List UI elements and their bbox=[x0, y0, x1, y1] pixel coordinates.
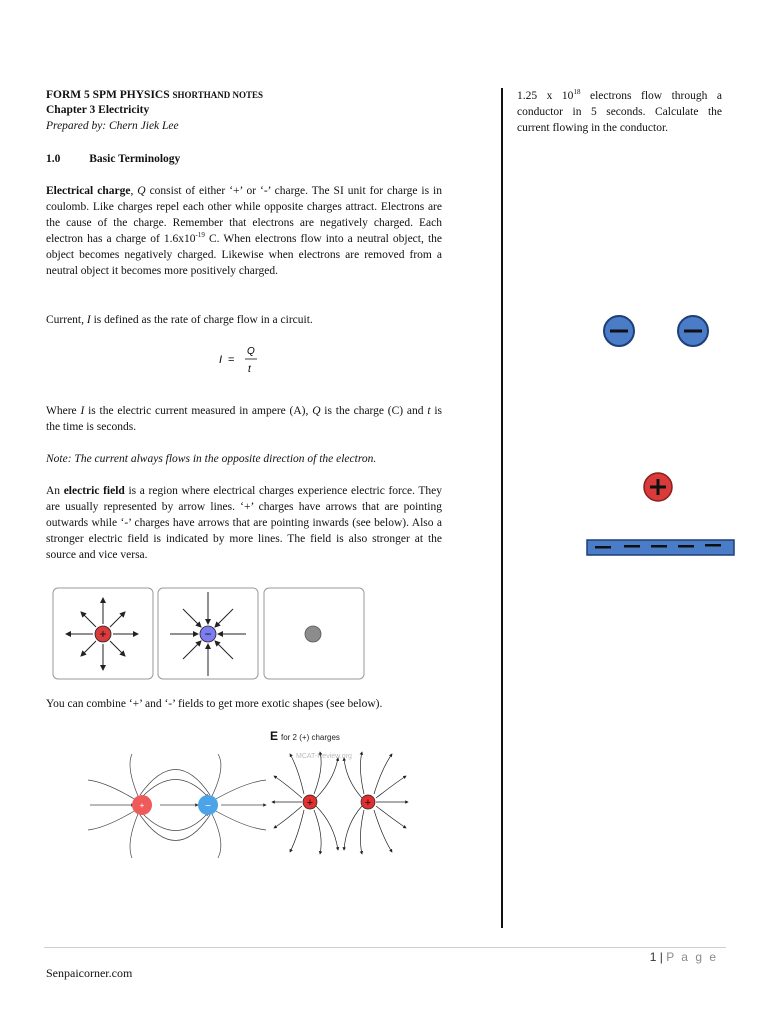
two-positive-field-diagram bbox=[268, 728, 414, 868]
question-text: 1.25 x $10^{18}$ electrons flow through a conductor in 5 seconds. Calculate the current flowing in the conductor. bbox=[517, 88, 723, 134]
repulsion-field-lines bbox=[272, 752, 408, 854]
dipole-field-diagram bbox=[86, 752, 271, 862]
formula-eq: = bbox=[228, 354, 235, 366]
formula-lhs: I bbox=[219, 354, 223, 366]
formula-denominator: t bbox=[248, 364, 251, 375]
positive-ion-v bbox=[657, 479, 660, 495]
footer-rule bbox=[44, 947, 726, 948]
current-definition: Current, I is defined as the rate of charge flow in a circuit. bbox=[46, 314, 313, 326]
note-line: Note: The current always flows in the opposite direction of the electron. bbox=[46, 453, 377, 465]
negative-sign: − bbox=[204, 627, 212, 641]
author-line: Prepared by: Chern Jiek Lee bbox=[46, 120, 179, 132]
dipole-plus: + bbox=[139, 801, 145, 810]
field-diagrams bbox=[50, 586, 368, 682]
current-formula bbox=[215, 342, 265, 378]
neutral-charge-icon bbox=[305, 626, 321, 642]
electron-left-sign bbox=[610, 330, 628, 333]
left-plus: + bbox=[306, 797, 314, 809]
column-divider bbox=[501, 88, 503, 928]
charge-illustration bbox=[580, 300, 750, 570]
dipole-field-lines bbox=[88, 754, 266, 858]
where-paragraph: Where I is the electric current measured in ampere (A), Q is the charge (C) and t is the time is seconds. bbox=[46, 405, 442, 433]
e-letter: E bbox=[270, 729, 279, 743]
section-heading: 1.0 Basic Terminology bbox=[46, 153, 181, 165]
site-name: Senpaicorner.com bbox=[46, 966, 133, 980]
formula-numerator: Q bbox=[247, 346, 255, 357]
positive-sign: + bbox=[99, 627, 107, 641]
charge-paragraph: Electrical charge, Q consist of either ‘+’ or ‘-’ charge. The SI unit for charge is in coulomb. Like charges repel each other while opposite charges attract. Electrons are the cause of the charge. Remember that electrons are negatively charged. Each electron has a charge of $1.6x10^{-19}$ C. When electrons flow into a neutral object, the object becomes negatively charged. Likewise when electrons are removed from a neutral object it becomes more positively charged. bbox=[46, 185, 443, 277]
electric-field-paragraph: An electric field is a region where electrical charges experience electric force. They are usually represented by arrow lines. ‘+’ charges have arrows that are pointing outwards while ‘-’ charges have arrows that are pointing inwards (see below). Also a stronger electric field is indicated by more lines. The field is also stronger at the source and vice versa. bbox=[46, 485, 442, 561]
dipole-minus: − bbox=[205, 801, 211, 812]
e-caption: for 2 (+) charges bbox=[281, 733, 340, 742]
electron-right-sign bbox=[684, 330, 702, 333]
right-plus: + bbox=[364, 797, 372, 809]
chapter-title: Chapter 3 Electricity bbox=[46, 104, 150, 116]
combine-line: You can combine ‘+’ and ‘-’ fields to get more exotic shapes (see below). bbox=[46, 698, 383, 710]
page-indicator: 1 | P a g e bbox=[649, 950, 718, 964]
watermark: MCAT-Review.org bbox=[296, 753, 352, 760]
document-title: FORM 5 SPM PHYSICS SHORTHAND NOTES bbox=[46, 89, 263, 101]
